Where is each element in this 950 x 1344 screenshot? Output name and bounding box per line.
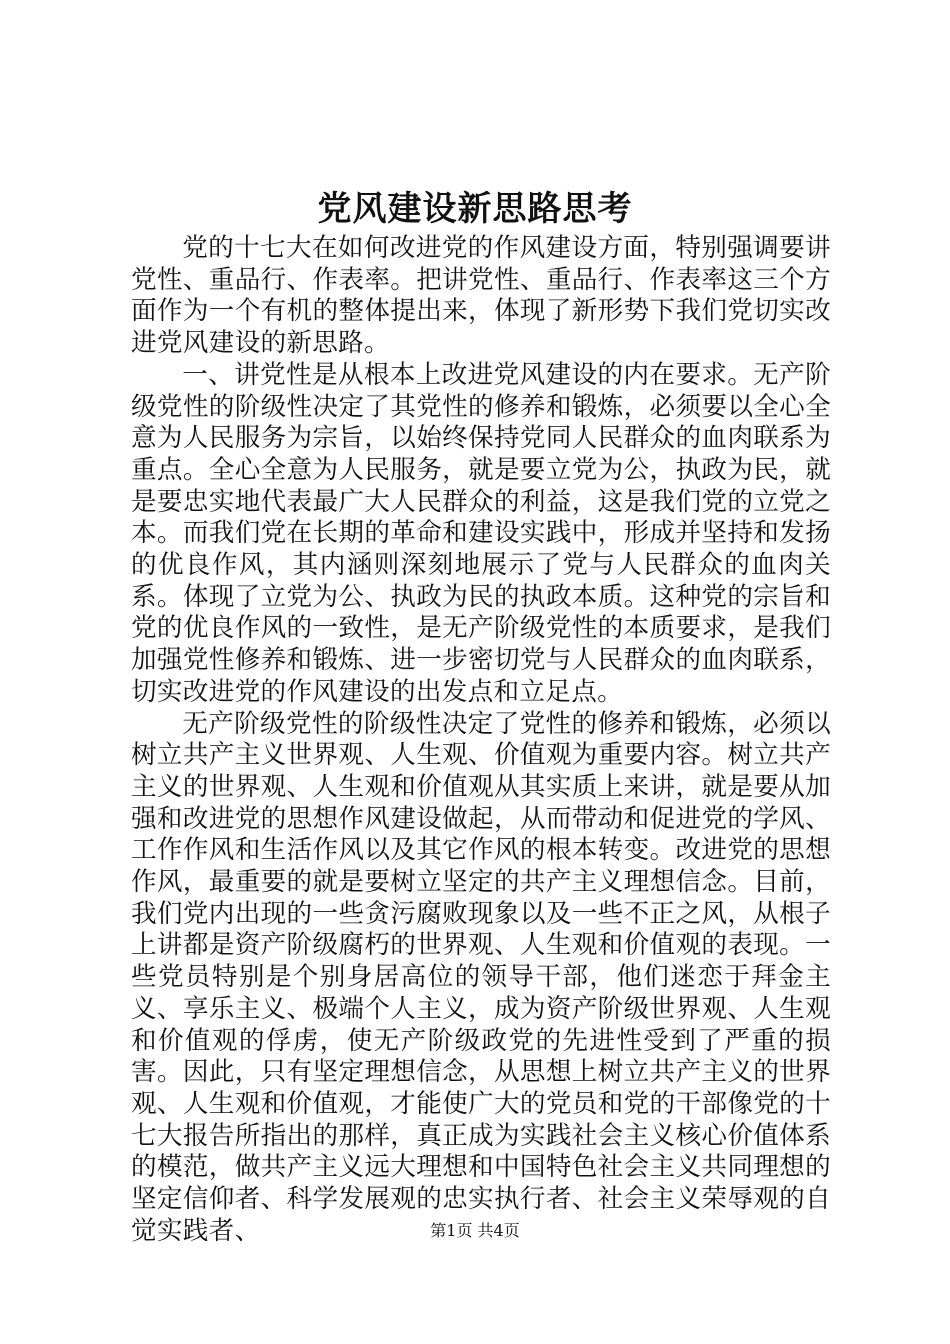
paragraph-intro: 党的十七大在如何改进党的作风建设方面，特别强调要讲党性、重品行、作表率。把讲党性、重品行、作表率这三个方面作为一个有机的整体提出来，体现了新形势下我们党切实改进党风建设的新思路。 <box>131 233 831 359</box>
paragraph-worldview: 无产阶级党性的阶级性决定了党性的修养和锻炼，必须以树立共产主义世界观、人生观、价值观为重要内容。树立共产主义的世界观、人生观和价值观从其实质上来讲，就是要从加强和改进党的思想作风建设做起，从而带动和促进党的学风、工作作风和生活作风以及其它作风的根本转变。改进党的思想作风，最重要的就是要树立坚定的共产主义理想信念。目前，我们党内出现的一些贪污腐败现象以及一些不正之风，从根子上讲都是资产阶级腐朽的世界观、人生观和价值观的表现。一些党员特别是个别身居高位的领导干部，他们迷恋于拜金主义、享乐主义、极端个人主义，成为资产阶级世界观、人生观和价值观的俘虏，使无产阶级政党的先进性受到了严重的损害。因此，只有坚定理想信念，从思想上树立共产主义的世界观、人生观和价值观，才能使广大的党员和党的干部像党的十七大报告所指出的那样，真正成为实践社会主义核心价值体系的模范，做共产主义远大理想和中国特色社会主义共同理想的坚定信仰者、科学发展观的忠实执行者、社会主义荣辱观的自觉实践者、 <box>131 708 831 1246</box>
document-body <box>131 233 831 1248</box>
document-title: 党风建设新思路思考 <box>317 189 633 229</box>
page-number-footer: 第1页 共4页 <box>430 1221 520 1240</box>
paragraph-section-one: 一、讲党性是从根本上改进党风建设的内在要求。无产阶级党性的阶级性决定了其党性的修养和锻炼，必须要以全心全意为人民服务为宗旨，以始终保持党同人民群众的血肉联系为重点。全心全意为人民服务，就是要立党为公，执政为民，就是要忠实地代表最广大人民群众的利益，这是我们党的立党之本。而我们党在长期的革命和建设实践中，形成并坚持和发扬的优良作风，其内涵则深刻地展示了党与人民群众的血肉关系。体现了立党为公、执政为民的执政本质。这种党的宗旨和党的优良作风的一致性，是无产阶级党性的本质要求，是我们加强党性修养和锻炼、进一步密切党与人民群众的血肉联系，切实改进党的作风建设的出发点和立足点。 <box>131 359 831 707</box>
